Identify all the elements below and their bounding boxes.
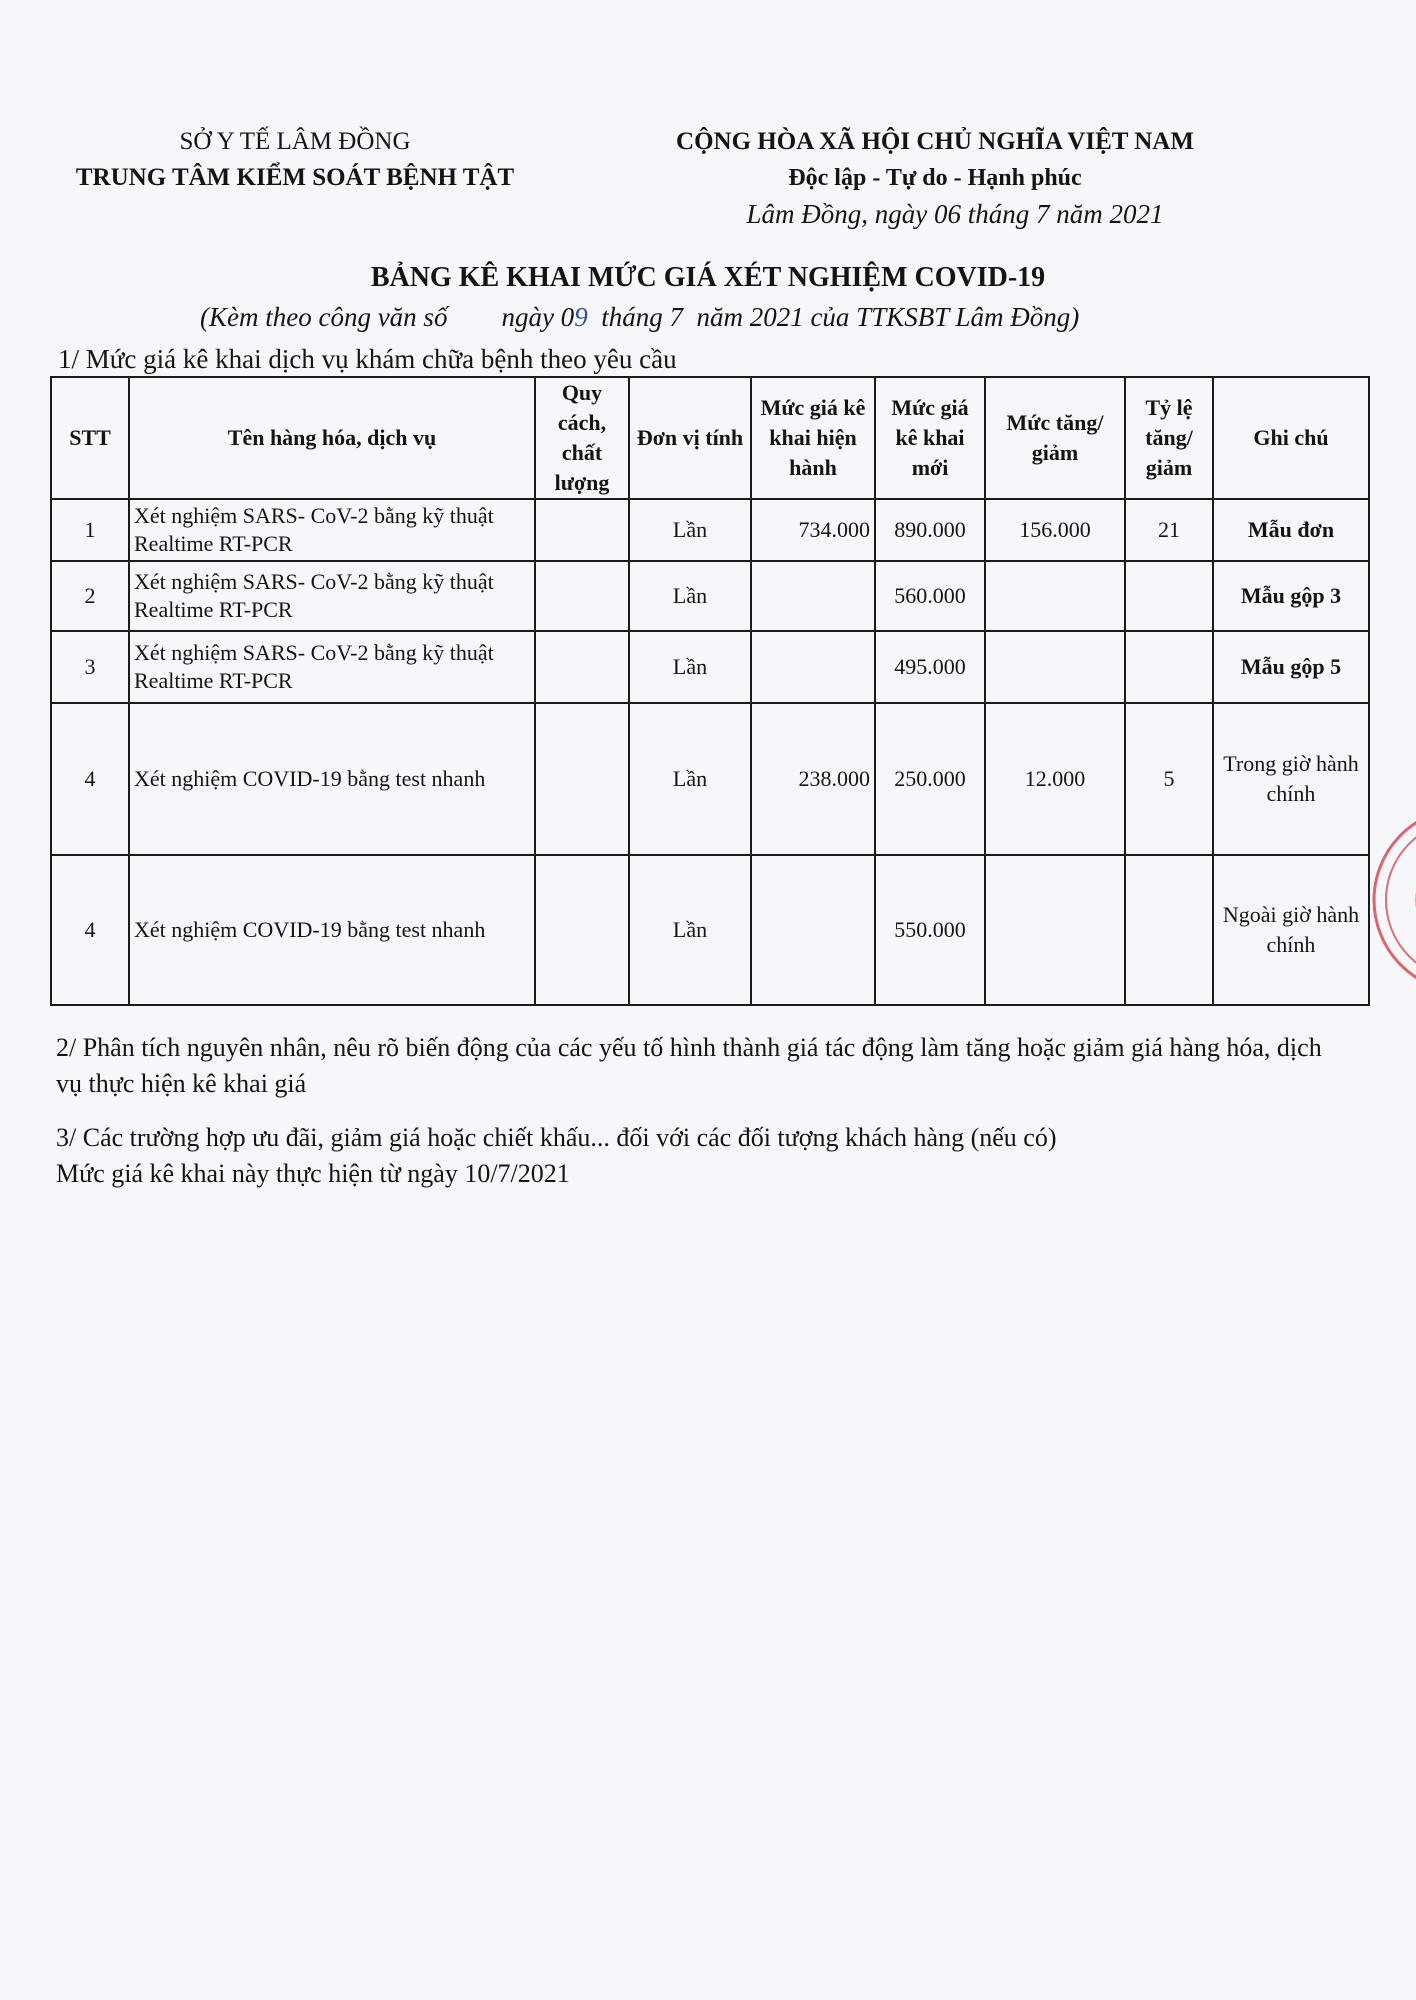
cell-spec	[535, 703, 629, 855]
document-title: BẢNG KÊ KHAI MỨC GIÁ XÉT NGHIỆM COVID-19	[370, 262, 1046, 293]
cell-name: Xét nghiệm SARS- CoV-2 bằng kỹ thuật Realtime RT-PCR	[129, 499, 535, 561]
cell-unit: Lần	[629, 855, 751, 1005]
place-date: Lâm Đồng, ngày 06 tháng 7 năm 2021	[746, 199, 1164, 229]
price-table	[50, 376, 1370, 1006]
cell-ratio: 21	[1125, 499, 1213, 561]
cell-stt: 4	[51, 703, 129, 855]
cell-change	[985, 561, 1125, 631]
col-header-unit: Đơn vị tính	[629, 377, 751, 499]
subtitle-part-b: tháng 7 năm 2021 của TTKSBT Lâm Đồng)	[587, 302, 1080, 332]
cell-stt: 2	[51, 561, 129, 631]
subtitle-handwritten-digit: 9	[574, 302, 588, 332]
effective-date-text: Mức giá kê khai này thực hiện từ ngày 10/7/2021	[56, 1159, 570, 1188]
cell-spec	[535, 631, 629, 703]
red-seal-stamp-icon	[1366, 800, 1416, 1000]
issuer-block	[60, 124, 530, 196]
cell-new: 250.000	[875, 703, 985, 855]
section-1-heading: 1/ Mức giá kê khai dịch vụ khám chữa bệnh theo yêu cầu	[58, 344, 677, 374]
col-header-name: Tên hàng hóa, dịch vụ	[129, 377, 535, 499]
table-header-row	[51, 377, 1369, 499]
cell-current	[751, 631, 875, 703]
country-name: CỘNG HÒA XÃ HỘI CHỦ NGHĨA VIỆT NAM	[676, 128, 1194, 155]
issuer-department: SỞ Y TẾ LÂM ĐỒNG	[179, 128, 411, 155]
cell-unit: Lần	[629, 631, 751, 703]
col-header-spec: Quy cách, chất lượng	[535, 377, 629, 499]
subtitle-part-a: (Kèm theo công văn số ngày 0	[200, 302, 575, 332]
cell-note: Mẫu gộp 3	[1213, 561, 1369, 631]
cell-spec	[535, 499, 629, 561]
document-subtitle	[200, 302, 1079, 333]
cell-spec	[535, 561, 629, 631]
cell-change: 12.000	[985, 703, 1125, 855]
cell-new: 890.000	[875, 499, 985, 561]
section-2-text: 2/ Phân tích nguyên nhân, nêu rõ biến động của các yếu tố hình thành giá tác động làm tăng hoặc giảm giá hàng hóa, dịch vụ thực hiện kê khai giá	[56, 1033, 1322, 1098]
cell-name: Xét nghiệm COVID-19 bằng test nhanh	[129, 703, 535, 855]
col-header-ratio: Tỷ lệ tăng/ giảm	[1125, 377, 1213, 499]
cell-unit: Lần	[629, 561, 751, 631]
issuer-center: TRUNG TÂM KIỂM SOÁT BỆNH TẬT	[75, 164, 515, 191]
cell-current: 734.000	[751, 499, 875, 561]
col-header-current: Mức giá kê khai hiện hành	[751, 377, 875, 499]
cell-note: Mẫu gộp 5	[1213, 631, 1369, 703]
cell-ratio: 5	[1125, 703, 1213, 855]
table-row	[51, 703, 1369, 855]
cell-change: 156.000	[985, 499, 1125, 561]
table-row	[51, 561, 1369, 631]
cell-spec	[535, 855, 629, 1005]
cell-change	[985, 631, 1125, 703]
cell-ratio	[1125, 855, 1213, 1005]
cell-stt: 4	[51, 855, 129, 1005]
cell-current	[751, 855, 875, 1005]
cell-ratio	[1125, 631, 1213, 703]
cell-change	[985, 855, 1125, 1005]
cell-stt: 3	[51, 631, 129, 703]
national-motto: Độc lập - Tự do - Hạnh phúc	[788, 165, 1082, 191]
cell-name: Xét nghiệm COVID-19 bằng test nhanh	[129, 855, 535, 1005]
cell-ratio	[1125, 561, 1213, 631]
cell-unit: Lần	[629, 703, 751, 855]
cell-note: Mẫu đơn	[1213, 499, 1369, 561]
col-header-note: Ghi chú	[1213, 377, 1369, 499]
cell-note: Trong giờ hành chính	[1213, 703, 1369, 855]
table-row	[51, 499, 1369, 561]
cell-note: Ngoài giờ hành chính	[1213, 855, 1369, 1005]
cell-current	[751, 561, 875, 631]
table-row	[51, 631, 1369, 703]
national-heading	[640, 124, 1230, 232]
cell-new: 495.000	[875, 631, 985, 703]
cell-current: 238.000	[751, 703, 875, 855]
col-header-change: Mức tăng/ giảm	[985, 377, 1125, 499]
cell-unit: Lần	[629, 499, 751, 561]
cell-new: 560.000	[875, 561, 985, 631]
cell-name: Xét nghiệm SARS- CoV-2 bằng kỹ thuật Realtime RT-PCR	[129, 561, 535, 631]
section-3-text: 3/ Các trường hợp ưu đãi, giảm giá hoặc chiết khấu... đối với các đối tượng khách hàng (nếu có)	[56, 1123, 1057, 1152]
cell-name: Xét nghiệm SARS- CoV-2 bằng kỹ thuật Realtime RT-PCR	[129, 631, 535, 703]
table-row	[51, 855, 1369, 1005]
col-header-stt: STT	[51, 377, 129, 499]
col-header-new: Mức giá kê khai mới	[875, 377, 985, 499]
cell-new: 550.000	[875, 855, 985, 1005]
cell-stt: 1	[51, 499, 129, 561]
